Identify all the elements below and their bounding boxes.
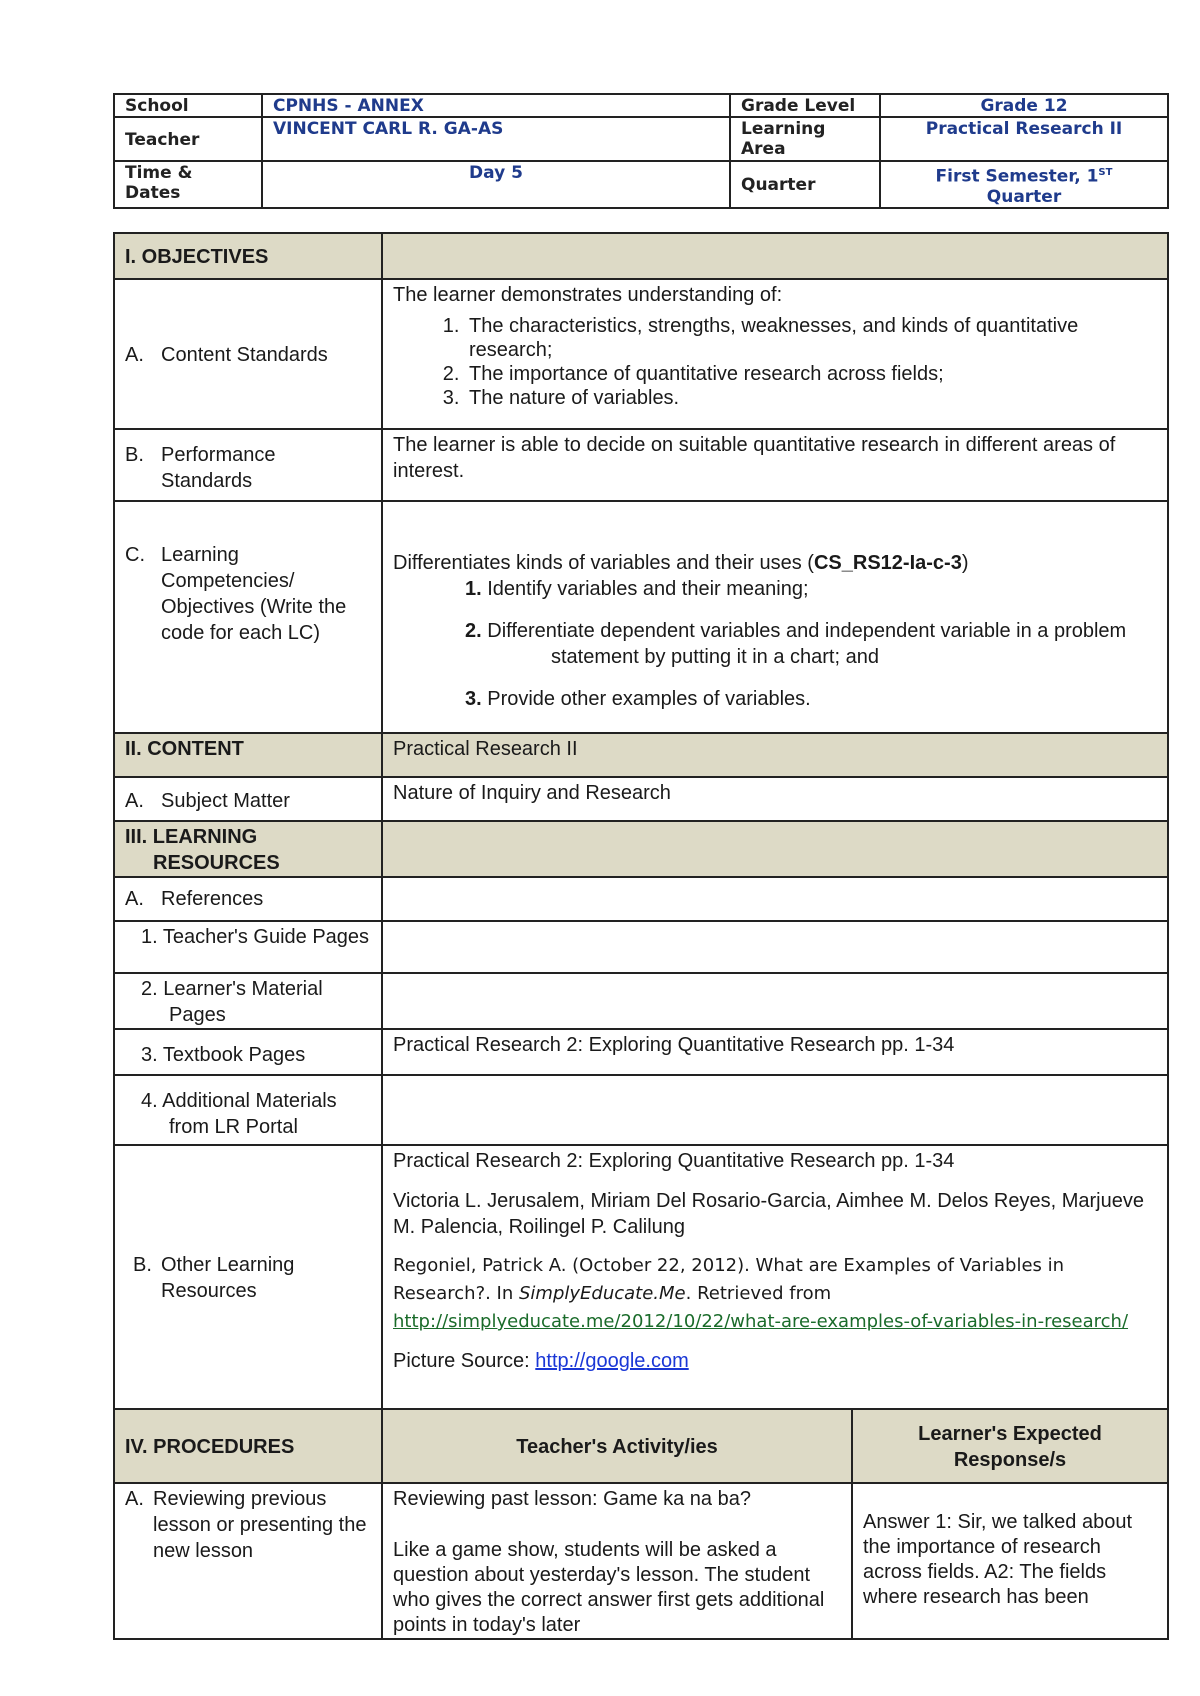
quarter-value: First Semester, 1ST Quarter xyxy=(880,161,1168,208)
content-standards-cell: The learner demonstrates understanding of: 1. The characteristics, strengths, weaknesses, and kinds of quantitative research; 2. The importance of quantitative research across fields; 3. The nature of variables. xyxy=(382,279,1168,429)
citation-link[interactable]: http://simplyeducate.me/2012/10/22/what-are-examples-of-variables-in-research/ xyxy=(393,1311,1129,1332)
references-label: A. References xyxy=(114,877,382,921)
subject-matter-value: Nature of Inquiry and Research xyxy=(382,777,1168,821)
textbook-pages-label: 3. Textbook Pages xyxy=(114,1029,382,1075)
school-label: School xyxy=(114,94,262,117)
learning-competencies-cell: Differentiates kinds of variables and their uses (CS_RS12-Ia-c-3) 1. Identify variables and their meaning; 2. Differentiate dependent variables and independent variable in a problem statement by putting it in a chart; and 3. Provide other examples of variables. xyxy=(382,501,1168,733)
performance-standards-label: B. Performance Standards xyxy=(114,429,382,501)
area-label: Learning Area xyxy=(730,117,880,161)
list-item: 2. The importance of quantitative research across fields; xyxy=(465,362,1157,386)
lesson-plan-table xyxy=(113,232,1169,1640)
competency-item: 2. Differentiate dependent variables and independent variable in a problem statement by putting it in a chart; and xyxy=(465,620,1127,668)
school-value: CPNHS - ANNEX xyxy=(262,94,730,117)
list-item: 3. The nature of variables. xyxy=(465,386,1157,410)
content-standards-label: A. Content Standards xyxy=(114,279,382,429)
competency-item: 3. Provide other examples of variables. xyxy=(465,688,811,710)
competency-item: 1. Identify variables and their meaning; xyxy=(465,578,809,600)
reviewing-teacher-activity: Reviewing past lesson: Game ka na ba? Like a game show, students will be asked a question about yesterday's lesson. The student who gives the correct answer first gets additional points in today's later xyxy=(382,1483,852,1639)
area-value: Practical Research II xyxy=(880,117,1168,161)
teacher-label: Teacher xyxy=(114,117,262,161)
learning-competencies-label: C. Learning Competencies/ Objectives (Write the code for each LC) xyxy=(114,501,382,733)
quarter-label: Quarter xyxy=(730,161,880,208)
citation: Regoniel, Patrick A. (October 22, 2012). What are Examples of Variables in Research?. In SimplyEducate.Me. Retrieved from http://simplyeducate.me/2012/10/22/what-are-examples-of-variables-in-research/ xyxy=(393,1255,1129,1332)
other-resources-label: B. Other Learning Resources xyxy=(114,1145,382,1409)
content-value: Practical Research II xyxy=(382,733,1168,777)
learning-resources-heading: III. LEARNING RESOURCES xyxy=(114,821,382,877)
grade-label: Grade Level xyxy=(730,94,880,117)
header-table xyxy=(113,93,1169,209)
content-heading: II. CONTENT xyxy=(114,733,382,777)
learners-material-label: 2. Learner's Material Pages xyxy=(114,973,382,1029)
picture-source-link[interactable]: http://google.com xyxy=(535,1350,689,1372)
procedures-heading: IV. PROCEDURES xyxy=(114,1409,382,1483)
teachers-guide-label: 1. Teacher's Guide Pages xyxy=(114,921,382,973)
time-label: Time & Dates xyxy=(114,161,262,208)
other-resources-cell: Practical Research 2: Exploring Quantitative Research pp. 1-34 Victoria L. Jerusalem, Miriam Del Rosario-Garcia, Aimhee M. Delos Reyes, Marjueve M. Palencia, Roilingel P. Calilung Regoniel, Patrick A. (October 22, 2012). What are Examples of Variables in Research?. In SimplyEducate.Me. Retrieved from http://simplyeducate.me/2012/10/22/what-are-examples-of-variables-in-research/ Picture Source: http://google.com xyxy=(382,1145,1168,1409)
learner-response-header: Learner's Expected Response/s xyxy=(852,1409,1168,1483)
reviewing-learner-response: Answer 1: Sir, we talked about the importance of research across fields. A2: The fields where research has been xyxy=(852,1483,1168,1639)
teacher-value: VINCENT CARL R. GA-AS xyxy=(262,117,730,161)
textbook-pages-value: Practical Research 2: Exploring Quantitative Research pp. 1-34 xyxy=(382,1029,1168,1075)
time-value: Day 5 xyxy=(262,161,730,208)
performance-standards-value: The learner is able to decide on suitable quantitative research in different areas of interest. xyxy=(382,429,1168,501)
teacher-activity-header: Teacher's Activity/ies xyxy=(382,1409,852,1483)
reviewing-lesson-label: A. Reviewing previous lesson or presenting the new lesson xyxy=(114,1483,382,1639)
objectives-heading: I. OBJECTIVES xyxy=(114,233,382,279)
additional-materials-label: 4. Additional Materials from LR Portal xyxy=(114,1075,382,1145)
subject-matter-label: A. Subject Matter xyxy=(114,777,382,821)
list-item: 1. The characteristics, strengths, weaknesses, and kinds of quantitative research; xyxy=(465,314,1157,362)
content-standards-list xyxy=(393,314,1157,410)
grade-value: Grade 12 xyxy=(880,94,1168,117)
